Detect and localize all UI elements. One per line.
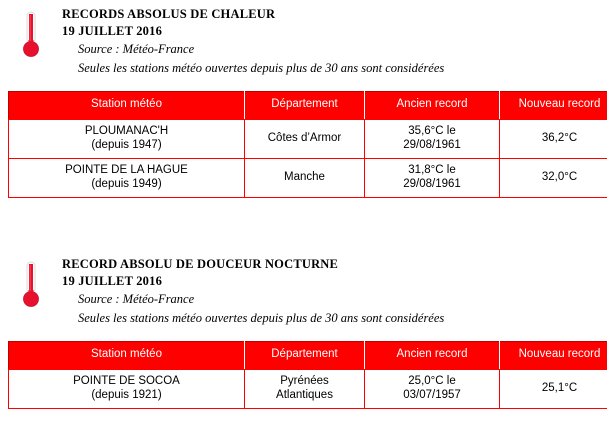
ancien-record-value: 35,6°C le [408,125,456,138]
column-header-station: Station météo [9,92,245,120]
cell-departement [245,370,365,409]
ancien-record-date: 03/07/1957 [403,389,461,402]
cell-ancien-record [365,120,500,159]
cell-nouveau-record: 32,0°C [500,158,607,197]
ancien-record-value: 31,8°C le [408,163,456,176]
column-header-ancien-record: Ancien record [365,342,500,370]
station-name: PLOUMANAC'H [84,125,169,138]
table-header-row [9,92,607,120]
section-header-text [62,256,607,327]
thermometer-icon [0,256,62,312]
page-title: RECORDS ABSOLUS DE CHALEUR [62,7,276,21]
departement-name-second-line: Atlantiques [276,389,333,402]
station-since: (depuis 1947) [91,139,162,152]
cell-ancien-record [365,370,500,409]
cell-departement: Manche [245,158,365,197]
station-name: POINTE DE LA HAGUE [65,163,188,176]
ancien-record-date: 29/08/1961 [403,139,461,152]
note-line: Seules les stations météo ouvertes depuis plus de 30 ans sont considérées [78,60,445,75]
page-subtitle: 19 JUILLET 2016 [62,23,163,38]
source-line: Source : Météo-France [78,291,195,306]
source-line: Source : Météo-France [78,41,195,56]
section-record-douceur-nocturne [0,250,607,409]
departement-name: Pyrénées [280,375,329,388]
cell-station [9,158,245,197]
section-header [0,0,607,77]
table-header-row [9,342,607,370]
ancien-record-date: 29/08/1961 [403,178,461,191]
cell-ancien-record [365,158,500,197]
column-header-departement: Département [245,92,365,120]
note-line: Seules les stations météo ouvertes depuis plus de 30 ans sont considérées [78,310,445,325]
records-table [8,91,607,197]
table-container [0,341,607,409]
column-header-departement: Département [245,342,365,370]
thermometer-icon [0,6,62,62]
records-table [8,341,607,409]
table-container [0,91,607,197]
cell-nouveau-record: 36,2°C [500,120,607,159]
page-title: RECORD ABSOLU DE DOUCEUR NOCTURNE [62,257,339,271]
column-header-station: Station météo [9,342,245,370]
table-row [9,158,607,197]
cell-departement: Côtes d’Armor [245,120,365,159]
section-header [0,250,607,327]
table-row [9,370,607,409]
cell-station [9,370,245,409]
cell-nouveau-record: 25,1°C [500,370,607,409]
station-since: (depuis 1921) [91,389,162,402]
ancien-record-value: 25,0°C le [408,375,456,388]
section-records-chaleur [0,0,607,198]
page-subtitle: 19 JUILLET 2016 [62,273,163,288]
column-header-nouveau-record: Nouveau record [500,342,607,370]
section-header-text [62,6,607,77]
cell-station [9,120,245,159]
column-header-nouveau-record: Nouveau record [500,92,607,120]
station-name: POINTE DE SOCOA [73,375,180,388]
station-since: (depuis 1949) [91,178,162,191]
table-row [9,120,607,159]
column-header-ancien-record: Ancien record [365,92,500,120]
